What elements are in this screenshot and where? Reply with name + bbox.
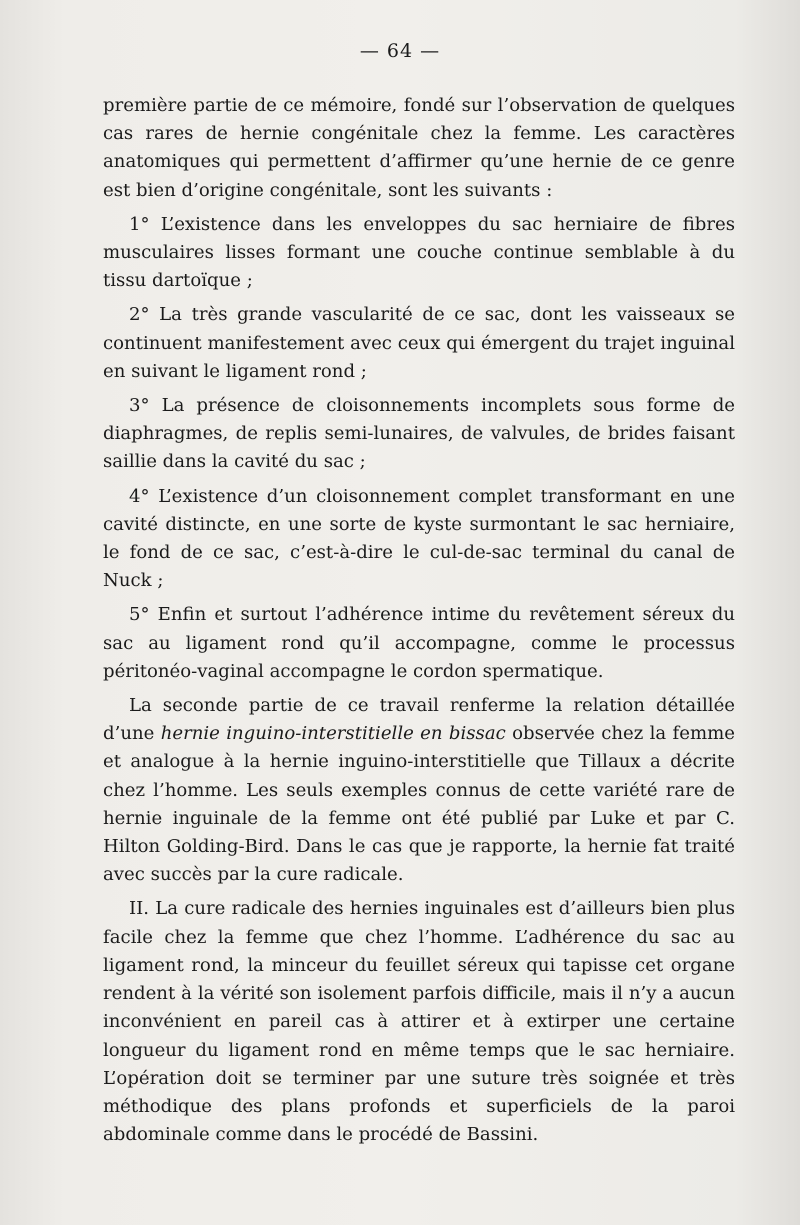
second-part-text-end: observée chez la femme et analogue à la hernie inguino-interstitielle que Tillaux a décrite chez l’homme. Les seuls exemples connus de cette variété rare de hernie inguinale de la femme ont été publié par Luke et par C. Hilton Golding-Bird. Dans le cas que je rapporte, la hernie fat traité avec succès par la cure radicale. xyxy=(103,723,735,886)
paragraph-second-part xyxy=(103,692,735,889)
list-item-1: 1° L’existence dans les enveloppes du sac herniaire de fibres musculaires lisses formant une couche continue semblable à du tissu dartoïque ; xyxy=(103,213,735,292)
paragraph-section-2: II. La cure radicale des hernies inguinales est d’ailleurs bien plus facile chez la femme que chez l’homme. L’adhérence du sac au ligament rond, la minceur du feuillet séreux qui tapisse cet organe rendent à la vérité son isolement parfois difficile, mais il n’y a aucun inconvénient en pareil cas à attirer et à extirper une certaine longueur du ligament rond en même temps que le sac herniaire. L’opération doit se terminer par une suture très soignée et très méthodique des plans profonds et superficiels de la paroi abdominale comme dans le procédé de Bassini. xyxy=(103,898,735,1146)
body-text xyxy=(103,92,735,1155)
list-item-2: 2° La très grande vascularité de ce sac, dont les vaisseaux se continuent manifestement avec ceux qui émergent du trajet inguinal en suivant le ligament rond ; xyxy=(103,304,735,382)
second-part-text-start: La seconde partie de ce travail renferme la relation détaillée d’une xyxy=(103,695,735,745)
page-number: — 64 — xyxy=(359,40,441,62)
list-item-3: 3° La présence de cloisonnements incomplets sous forme de diaphragmes, de replis semi-lunaires, de valvules, de brides faisant saillie dans la cavité du sac ; xyxy=(103,395,735,473)
paragraph-intro: première partie de ce mémoire, fondé sur l’observation de quelques cas rares de hernie congénitale chez la femme. Les caractères anatomiques qui permettent d’affirmer qu’une hernie de ce genre est bien d’origine congénitale, sont les suivants : xyxy=(103,95,735,201)
list-item-4: 4° L’existence d’un cloisonnement complet transformant en une cavité distincte, en une sorte de kyste surmontant le sac herniaire, le fond de ce sac, c’est-à-dire le cul-de-sac terminal du canal de Nuck ; xyxy=(103,485,735,592)
second-part-italic-term: hernie inguino-interstitielle en bissac xyxy=(160,723,506,745)
list-item-5: 5° Enfin et surtout l’adhérence intime du revêtement séreux du sac au ligament rond qu’il accompagne, comme le processus péritonéo-vaginal accompagne le cordon spermatique. xyxy=(103,604,735,682)
